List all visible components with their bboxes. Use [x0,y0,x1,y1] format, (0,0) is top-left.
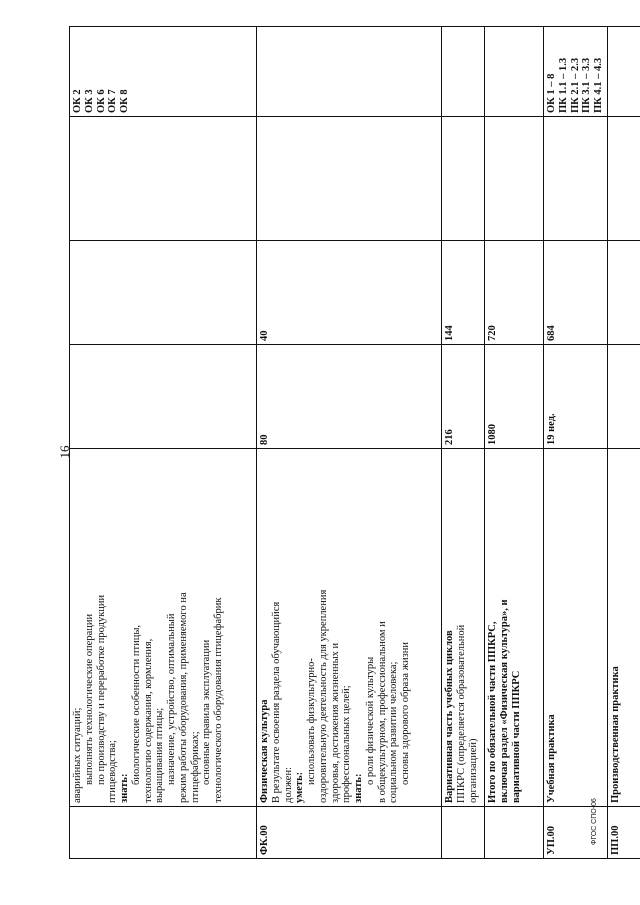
competency-code: ПК 4.1 – 4.3 [593,57,604,113]
description-line: Вариативная часть учебных циклов [444,630,455,803]
description-line: технологию содержания, кормления, [142,638,154,803]
description-line: профессиональных целей; [341,685,353,803]
description-cell [70,449,257,807]
discipline-index-cell [442,117,485,241]
description-cell [442,449,485,807]
description-line: аварийных ситуаций; [72,707,83,803]
document-footer-code: ФГОС СПО-06 [591,798,598,845]
description-line: технологического оборудования птицефабрик [213,597,224,803]
competencies-cell [607,27,640,117]
description-line: в общекультурном, профессиональном и [376,621,388,803]
description-line: В результате освоения раздела обучающийся [270,601,282,803]
max-load-cell [607,345,640,449]
index-cell: ПП.00 [607,807,640,859]
index-cell: ФК.00 [257,807,442,859]
description-line: здоровья, достижения жизненных и [329,642,341,803]
competency-code: ОК 2 [72,89,83,113]
index-cell [442,807,485,859]
description-line: знать: [119,773,130,803]
competency-code: ОК 3 [83,89,95,113]
description-line: социальном развитии человека; [388,661,400,803]
curriculum-table [69,26,640,859]
max-load-cell: 1080 [485,345,544,449]
mandatory-hours-cell: 40 [257,241,442,345]
competency-code: ПК 3.1 – 3.3 [581,57,593,113]
discipline-index-cell [607,117,640,241]
description-cell [485,449,544,807]
description-line: назначение, устройство, оптимальный [166,613,177,785]
description-line: выращивания птицы; [154,707,166,803]
description-cell [257,449,442,807]
discipline-index-cell [544,117,608,241]
competency-code: ОК 8 [119,89,130,113]
competency-code: ОК 1 – 8 [546,73,557,113]
description-line: основные правила эксплуатации [201,639,213,785]
index-cell [485,807,544,859]
description-cell [544,449,608,807]
description-line: биологические особенности птицы, [130,624,142,785]
description-line: Физическая культура [259,699,270,803]
mandatory-hours-cell [607,241,640,345]
description-line: ППКРС (определяется образовательной [455,624,467,803]
competency-code: ПК 1.1 – 1.3 [557,57,569,113]
table-row-up [544,27,608,859]
description-line: основы здорового образа жизни [400,642,411,785]
description-line: режим работы оборудования, применяемого на [177,592,189,803]
discipline-index-cell [257,117,442,241]
description-line: уметь: [294,771,306,803]
description-cell [607,449,640,807]
description-line: вариативной части ППКРС [510,670,522,803]
description-line: Учебная практика [546,714,557,803]
mandatory-hours-cell [70,241,257,345]
description-line: по производству и переработке продукции [95,594,107,785]
description-line: птицефабриках; [189,731,201,803]
discipline-index-cell [485,117,544,241]
description-line: о роли физической культуры [364,656,376,785]
table-row-fk [257,27,442,859]
description-line: Производственная практика [609,666,621,803]
competency-code: ОК 7 [107,89,119,113]
max-load-cell: 19 нед. [544,345,608,449]
competency-code: ОК 6 [95,89,107,113]
mandatory-hours-cell: 684 [544,241,608,345]
competencies-cell [70,27,257,117]
table-row-cont [70,27,257,859]
competency-code: ПК 2.1 – 2.3 [569,57,581,113]
description-line: включая раздел «Физическая культура», и [498,599,510,803]
competencies-cell [257,27,442,117]
max-load-cell: 216 [442,345,485,449]
index-cell [70,807,257,859]
description-line: выполнять технологические операции [83,613,95,785]
description-line: организацией) [467,738,479,803]
max-load-cell [70,345,257,449]
max-load-cell: 80 [257,345,442,449]
description-line: Итого по обязательной части ППКРС, [487,621,498,803]
competencies-cell [544,27,608,117]
description-line: использовать физкультурно- [306,658,317,785]
competencies-cell [485,27,544,117]
mandatory-hours-cell: 720 [485,241,544,345]
description-line: птицеводства; [107,740,119,803]
index-cell: УП.00 [544,807,608,859]
description-line: должен: [282,766,294,803]
competencies-cell [442,27,485,117]
description-line: оздоровительную деятельность для укрепления [317,589,329,803]
mandatory-hours-cell: 144 [442,241,485,345]
table-row-var [442,27,485,859]
table-row-total [485,27,544,859]
page-number: 16 [57,445,72,459]
description-line: знать: [353,773,364,803]
rotated-table-container [69,27,621,859]
table-row-pp [607,27,640,859]
discipline-index-cell [70,117,257,241]
